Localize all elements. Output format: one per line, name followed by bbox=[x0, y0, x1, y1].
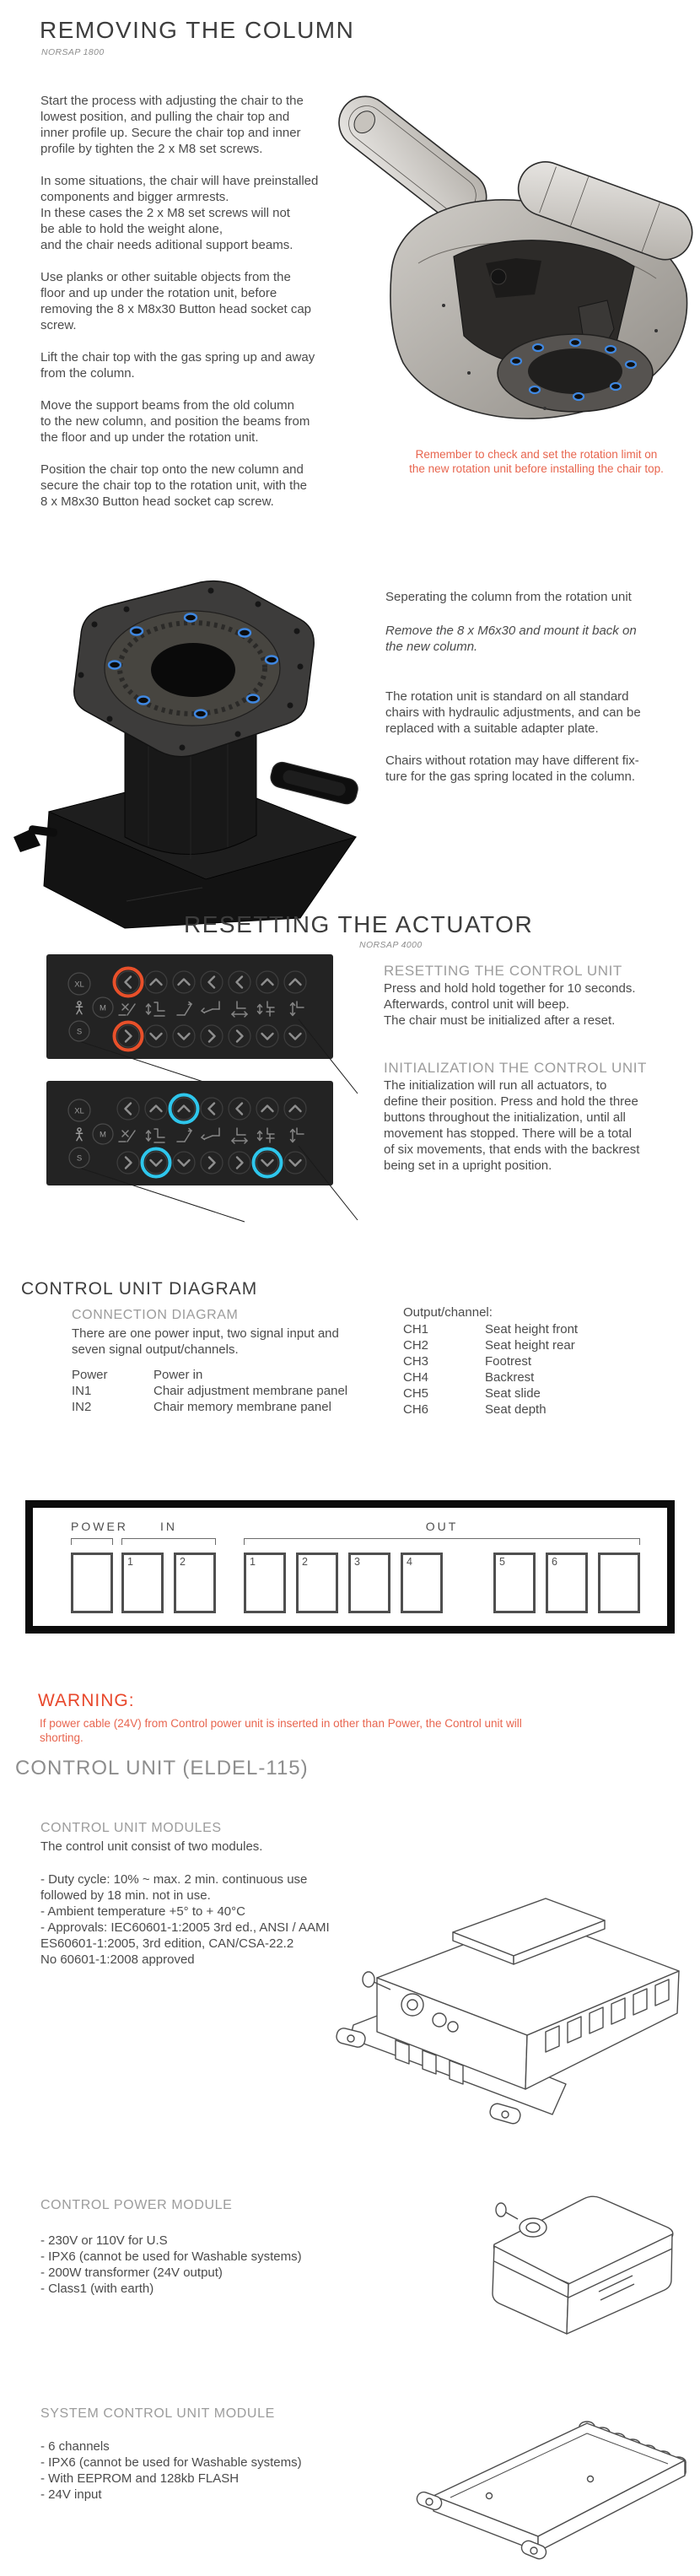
actuator-subtitle: NORSAP 4000 bbox=[359, 940, 423, 950]
init-text: The initialization will run all actuators, to define their position. Press and hold the three buttons throughout the initialization, until all movement has stopped. There will be a total of six movements, that ends with the backrest being set in a upright position. bbox=[384, 1078, 640, 1173]
connection-row bbox=[403, 1385, 578, 1401]
diagram-title: CONTROL UNIT DIAGRAM bbox=[21, 1279, 258, 1299]
connection-row bbox=[403, 1321, 578, 1337]
connection-value: Backrest bbox=[485, 1370, 535, 1385]
reset-membrane-panel bbox=[42, 950, 363, 1098]
connection-key: IN2 bbox=[72, 1400, 92, 1414]
svg-text:XL: XL bbox=[74, 980, 84, 990]
connection-row bbox=[403, 1353, 578, 1369]
in-port-group bbox=[121, 1520, 216, 1613]
connection-value: Seat depth bbox=[485, 1402, 547, 1417]
port-number: 4 bbox=[407, 1556, 412, 1568]
connection-value: Chair adjustment membrane panel bbox=[153, 1384, 348, 1398]
connector-port bbox=[121, 1553, 164, 1613]
connection-key: CH5 bbox=[403, 1386, 429, 1401]
connector-port bbox=[401, 1553, 443, 1613]
paragraph: Use planks or other suitable objects from the floor and up under the rotation unit, before removing the 8 x M8x30 Button head socket cap screw. bbox=[40, 270, 312, 332]
svg-text:XL: XL bbox=[74, 1106, 84, 1116]
connection-text: There are one power input, two signal input and seven signal output/channels. bbox=[72, 1326, 339, 1357]
connection-row bbox=[72, 1383, 347, 1399]
power-label: POWER bbox=[71, 1520, 128, 1533]
connection-value: Seat slide bbox=[485, 1386, 541, 1401]
system-module-illustration bbox=[413, 2369, 700, 2576]
rotation-limit-note: Remember to check and set the rotation limit on the new rotation unit before installing the chair top. bbox=[409, 448, 664, 475]
paragraph: Move the support beams from the old column to the new column, and position the beams from the floor and up under the rotation unit. bbox=[40, 398, 310, 445]
warning-title: WARNING: bbox=[38, 1691, 135, 1710]
separating-heading: Seperating the column from the rotation unit bbox=[385, 590, 632, 604]
connection-value: Seat height rear bbox=[485, 1338, 575, 1353]
connection-value: Power in bbox=[153, 1368, 203, 1382]
system-module-heading: SYSTEM CONTROL UNIT MODULE bbox=[40, 2406, 275, 2421]
outputs-heading: Output/channel: bbox=[403, 1305, 493, 1320]
svg-text:M: M bbox=[100, 1003, 106, 1013]
connection-key: CH3 bbox=[403, 1354, 429, 1369]
actuator-title: RESETTING THE ACTUATOR bbox=[184, 911, 534, 937]
modules-heading: CONTROL UNIT MODULES bbox=[40, 1821, 222, 1835]
port-number: 5 bbox=[499, 1556, 505, 1568]
connection-key: CH6 bbox=[403, 1402, 429, 1417]
power-module-heading: CONTROL POWER MODULE bbox=[40, 2198, 233, 2212]
svg-text:S: S bbox=[76, 1027, 83, 1037]
power-bracket bbox=[71, 1538, 113, 1545]
connector-port bbox=[174, 1553, 216, 1613]
input-table bbox=[72, 1367, 347, 1415]
port-number: 1 bbox=[127, 1556, 133, 1568]
port-number: 2 bbox=[302, 1556, 308, 1568]
connection-row bbox=[403, 1401, 578, 1418]
svg-text:S: S bbox=[76, 1153, 83, 1164]
warning-text: If power cable (24V) from Control power unit is inserted in other than Power, the Control unit will shorting. bbox=[40, 1717, 522, 1744]
power-port bbox=[71, 1553, 113, 1613]
connection-value: Footrest bbox=[485, 1354, 532, 1369]
paragraph: Lift the chair top with the gas spring up and away from the column. bbox=[40, 350, 315, 381]
connector-port bbox=[493, 1553, 536, 1613]
connector-port bbox=[348, 1553, 390, 1613]
modules-bullets: - Duty cycle: 10% ~ max. 2 min. continuous use followed by 18 min. not in use. - Ambient temperature +5° to + 40°C - Approvals: IEC60601-1:2005 3rd ed., ANSI / AAMI ES60601-1:2005, 3rd edition, CAN/CSA-22.2 No 60601-1:2008 approved bbox=[40, 1872, 330, 1967]
connector-port bbox=[598, 1553, 640, 1613]
connection-row bbox=[72, 1367, 347, 1383]
out-port-group bbox=[244, 1520, 640, 1613]
connection-row bbox=[72, 1399, 347, 1415]
svg-text:M: M bbox=[100, 1130, 106, 1140]
in-label: IN bbox=[160, 1520, 177, 1533]
connection-value: Seat height front bbox=[485, 1322, 579, 1337]
rotation-unit-paragraph: The rotation unit is standard on all standard chairs with hydraulic adjustments, and can be replaced with a suitable adapter plate. bbox=[385, 689, 641, 736]
paragraph: In some situations, the chair will have preinstalled components and bigger armrests. In these cases the 2 x M8 set screws will not be able to hold the weight alone, and the chair needs aditional support beams. bbox=[40, 174, 319, 252]
port-number: 3 bbox=[354, 1556, 360, 1568]
connection-key: CH1 bbox=[403, 1322, 429, 1337]
connection-key: IN1 bbox=[72, 1384, 92, 1398]
power-module-illustration bbox=[455, 2126, 700, 2379]
port-number: 6 bbox=[552, 1556, 557, 1568]
connector-port bbox=[296, 1553, 338, 1613]
model-subtitle: NORSAP 1800 bbox=[41, 47, 105, 57]
power-port-group bbox=[71, 1520, 128, 1613]
column-illustration bbox=[0, 532, 364, 941]
reset-heading: RESETTING THE CONTROL UNIT bbox=[384, 963, 622, 979]
connection-key: CH2 bbox=[403, 1338, 429, 1353]
out-bracket bbox=[244, 1538, 640, 1545]
connection-row bbox=[403, 1369, 578, 1385]
port-number: 2 bbox=[180, 1556, 186, 1568]
paragraph: Start the process with adjusting the chair to the lowest position, and pulling the chair top and inner profile up. Secure the chair top and inner profile by tighten the 2 x M8 set screws. bbox=[40, 94, 304, 156]
chair-top-illustration bbox=[326, 10, 700, 436]
system-module-bullets: - 6 channels - IPX6 (cannot be used for Washable systems) - With EEPROM and 128kb FLASH - 24V input bbox=[40, 2439, 302, 2502]
init-heading: INITIALIZATION THE CONTROL UNIT bbox=[384, 1060, 648, 1076]
control-unit-illustration bbox=[325, 1856, 700, 2147]
modules-intro: The control unit consist of two modules. bbox=[40, 1839, 263, 1854]
in-bracket bbox=[121, 1538, 216, 1545]
control-unit-title: CONTROL UNIT (ELDEL-115) bbox=[15, 1757, 309, 1779]
output-table bbox=[403, 1321, 578, 1418]
separating-note: Remove the 8 x M6x30 and mount it back on the new column. bbox=[385, 624, 637, 654]
connection-row bbox=[403, 1337, 578, 1353]
power-module-bullets: - 230V or 110V for U.S - IPX6 (cannot be used for Washable systems) - 200W transformer (24V output) - Class1 (with earth) bbox=[40, 2233, 302, 2296]
connector-port bbox=[546, 1553, 588, 1613]
connection-heading: CONNECTION DIAGRAM bbox=[72, 1308, 239, 1322]
connection-key: Power bbox=[72, 1368, 108, 1382]
base-handle bbox=[269, 760, 360, 806]
paragraph: Position the chair top onto the new column and secure the chair top to the rotation unit, with the 8 x M8x30 Button head socket cap screw. bbox=[40, 462, 308, 509]
column-center-hole bbox=[151, 643, 235, 697]
reset-text: Press and hold hold together for 10 seconds. Afterwards, control unit will beep. The chair must be initialized after a reset. bbox=[384, 981, 636, 1028]
init-membrane-panel bbox=[42, 1077, 363, 1224]
port-number: 1 bbox=[250, 1556, 256, 1568]
page-title: REMOVING THE COLUMN bbox=[40, 17, 355, 43]
connector-port bbox=[244, 1553, 286, 1613]
out-label: OUT bbox=[425, 1520, 459, 1533]
connection-key: CH4 bbox=[403, 1370, 429, 1385]
connection-diagram-box bbox=[25, 1500, 675, 1634]
no-rotation-paragraph: Chairs without rotation may have different fix- ture for the gas spring located in the column. bbox=[385, 753, 639, 784]
connection-value: Chair memory membrane panel bbox=[153, 1400, 331, 1414]
